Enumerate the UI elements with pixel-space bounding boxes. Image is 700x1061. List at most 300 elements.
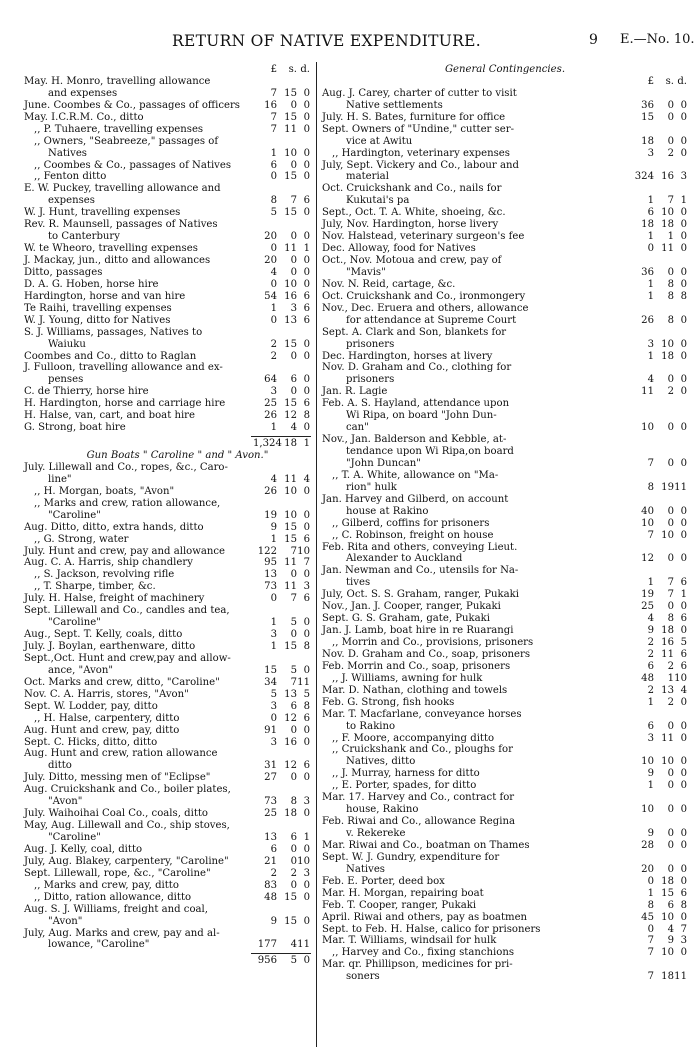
- pence-value: 6: [303, 712, 310, 724]
- amount: [630, 661, 688, 673]
- shillings-value: 0: [290, 231, 297, 243]
- pounds-value: 5: [270, 688, 277, 700]
- pounds-value: 1: [270, 641, 277, 652]
- pounds-value: 34: [264, 676, 277, 688]
- ledger-row: [322, 315, 688, 327]
- ledger-row: [24, 701, 311, 713]
- amount: [253, 546, 311, 558]
- shillings-value: 8: [290, 796, 297, 808]
- shillings-value: 0: [667, 517, 674, 529]
- pounds-value: 48: [264, 891, 277, 903]
- entry-description: July. H. S. Bates, furniture for office: [322, 111, 506, 123]
- ledger-row: [322, 374, 688, 386]
- pounds-value: 15: [264, 664, 277, 676]
- shillings-value: 15: [284, 891, 297, 903]
- ledger-row: [24, 928, 311, 940]
- entry-description: W. te Wheoro, travelling expenses: [24, 243, 198, 255]
- pounds-value: 36: [641, 99, 654, 111]
- ledger-row: [322, 195, 688, 207]
- amount: [630, 565, 688, 577]
- ledger-row: [322, 183, 688, 195]
- ledger-row: [322, 470, 688, 482]
- amount: [630, 160, 688, 172]
- pounds-value: 0: [270, 278, 277, 290]
- ledger-row: [24, 474, 311, 486]
- entry-description: July. Lillewall and Co., ropes, &c., Caro-: [24, 461, 228, 473]
- amount: [630, 506, 688, 518]
- amount: [253, 892, 311, 904]
- amount: [253, 76, 311, 88]
- ledger-row: [24, 713, 311, 725]
- amount: [630, 888, 688, 900]
- shillings-value: 2: [667, 147, 674, 159]
- ledger-row: [322, 279, 688, 291]
- pounds-value: 1: [270, 617, 277, 629]
- ledger-row: [24, 486, 311, 498]
- pence-value: 5: [303, 688, 310, 700]
- shillings-value: 0: [290, 843, 297, 855]
- ledger-row: [24, 171, 311, 183]
- pence-value: 0: [680, 720, 687, 732]
- pence-value: 0: [303, 772, 310, 784]
- amount: [253, 315, 311, 327]
- pounds-value: 91: [264, 724, 277, 736]
- amount: [630, 219, 688, 231]
- ledger-row: [322, 637, 688, 649]
- amount: [253, 605, 311, 617]
- entry-description: Feb. A. S. Hayland, attendance upon: [322, 398, 510, 410]
- entry-description: July, Oct. S. S. Graham, ranger, Pukaki: [322, 589, 519, 601]
- shillings-value: 15: [284, 111, 297, 123]
- entry-description: Natives: [48, 147, 87, 159]
- pounds-value: 8: [647, 899, 654, 911]
- entry-description: ,, F. Moore, accompanying ditto: [332, 732, 495, 744]
- ledger-row: [322, 207, 688, 219]
- pence-value: 0: [680, 135, 687, 147]
- pence-value: 11: [297, 939, 310, 951]
- pounds-value: 95: [264, 557, 277, 569]
- amount: [630, 864, 688, 876]
- pounds-value: 11: [641, 386, 654, 398]
- pounds-value: 3: [647, 147, 654, 159]
- shillings-value: 18: [661, 350, 674, 362]
- shillings-value: 4: [667, 923, 674, 935]
- entry-description: ,, Marks and crew, pay, ditto: [34, 879, 179, 891]
- entry-description: Alexander to Auckland: [346, 553, 463, 565]
- ledger-row: [322, 971, 688, 983]
- entry-description: Nov. D. Graham and Co., soap, prisoners: [322, 648, 531, 660]
- entry-description: April. Riwai and others, pay as boatmen: [322, 911, 528, 923]
- pence-value: 0: [303, 350, 310, 362]
- entry-description: material: [346, 171, 389, 183]
- entry-description: Feb. Riwai and Co., allowance Regina: [322, 816, 515, 828]
- shillings-value: 19: [661, 481, 674, 493]
- entry-description: Feb. E. Porter, deed box: [322, 875, 445, 887]
- entry-description: ,, Ditto, ration allowance, ditto: [34, 891, 192, 903]
- amount: [630, 577, 688, 589]
- pence-value: 0: [303, 266, 310, 278]
- ledger-row: [322, 339, 688, 351]
- pounds-value: 324: [634, 171, 654, 183]
- pence-value: 0: [680, 505, 687, 517]
- entry-description: C. de Thierry, horse hire: [24, 386, 149, 398]
- pounds-value: 2: [647, 637, 654, 648]
- entry-description: ,, C. Robinson, freight on house: [332, 529, 494, 541]
- pence-value: 6: [680, 648, 687, 660]
- amount: [630, 971, 688, 983]
- shillings-value: 7: [667, 195, 674, 207]
- amount: [630, 589, 688, 601]
- amount: [630, 792, 688, 804]
- entry-description: S. J. Williams, passages, Natives to: [24, 326, 203, 338]
- amount: [630, 183, 688, 195]
- ledger-row: [24, 136, 311, 148]
- entry-description: ance, "Avon": [48, 664, 114, 676]
- pounds-value: 1: [270, 147, 277, 159]
- ledger-row: [322, 912, 688, 924]
- pounds-value: 2: [270, 338, 277, 350]
- entry-description: house at Rakino: [346, 505, 429, 517]
- entry-description: ,, Hardington, veterinary expenses: [332, 147, 510, 159]
- ledger-row: [322, 601, 688, 613]
- entry-description: July. Ditto, messing men of "Eclipse": [24, 772, 211, 784]
- pounds-value: 177: [257, 939, 277, 951]
- entry-description: Nov. D. Graham and Co., clothing for: [322, 362, 512, 374]
- ledger-row: [24, 148, 311, 160]
- ledger-row: [24, 904, 311, 916]
- amount: [253, 243, 311, 255]
- shillings-value: 15: [284, 338, 297, 350]
- entry-description: tendance upon Wi Ripa,on board: [346, 446, 514, 457]
- section-heading-text: Gun Boats " Caroline " and " Avon.": [86, 450, 269, 461]
- pence-value: 0: [680, 231, 687, 243]
- shillings-value: 0: [667, 266, 674, 278]
- entry-description: July. J. Boylan, earthenware, ditto: [24, 641, 196, 652]
- amount: [630, 912, 688, 924]
- pence-value: 1: [680, 195, 687, 207]
- entry-description: D. A. G. Hoben, horse hire: [24, 278, 159, 290]
- amount: [253, 291, 311, 303]
- pence-value: 1: [303, 438, 310, 450]
- ledger-row: [24, 760, 311, 772]
- pence-value: 0: [680, 756, 687, 768]
- entry-description: can": [346, 422, 369, 434]
- ledger-row: [322, 243, 688, 255]
- column-divider: [316, 62, 317, 1047]
- amount: [253, 410, 311, 422]
- amount: [253, 617, 311, 629]
- amount: [253, 784, 311, 796]
- pence-value: 0: [303, 386, 310, 398]
- ledger-row: [24, 100, 311, 112]
- pence-value: 0: [303, 915, 310, 927]
- shillings-value: 10: [661, 756, 674, 768]
- ledger-row: [24, 939, 311, 951]
- amount: [630, 625, 688, 637]
- pence-value: 0: [303, 617, 310, 629]
- pounds-value: 15: [641, 111, 654, 123]
- entry-description: July. Waihoihai Coal Co., coals, ditto: [24, 808, 209, 820]
- shillings-value: 15: [284, 521, 297, 533]
- ledger-row: [322, 291, 688, 303]
- pence-value: 5: [680, 637, 687, 648]
- shillings-value: 0: [290, 724, 297, 736]
- entry-description: Jan. R. Lagie: [322, 386, 388, 398]
- pence-value: 0: [680, 350, 687, 362]
- pence-value: 6: [303, 593, 310, 605]
- amount: [630, 959, 688, 971]
- pence-value: 0: [303, 843, 310, 855]
- pence-value: 0: [680, 804, 687, 816]
- amount: [253, 510, 311, 522]
- ledger-row: [322, 458, 688, 470]
- entry-description: "Avon": [48, 796, 83, 808]
- entry-description: v. Rekereke: [346, 828, 406, 839]
- ledger-row: [24, 820, 311, 832]
- entry-description: Ditto, passages: [24, 266, 103, 278]
- ledger-row: [322, 625, 688, 637]
- ledger-row: [24, 808, 311, 820]
- pounds-value: 19: [264, 509, 277, 521]
- shillings-value: 7: [290, 593, 297, 605]
- amount: [630, 351, 688, 363]
- shillings-value: 10: [284, 509, 297, 521]
- shillings-value: 11: [284, 243, 297, 255]
- pounds-value: 7: [647, 457, 654, 469]
- pounds-value: 27: [264, 772, 277, 784]
- entry-description: Hardington, horse and van hire: [24, 290, 186, 302]
- amount: [630, 374, 688, 386]
- ledger-row: [322, 888, 688, 900]
- ledger-row: [24, 374, 311, 386]
- entry-description: Aug. S. J. Williams, freight and coal,: [24, 903, 208, 915]
- entry-description: "Mavis": [346, 266, 386, 278]
- amount: [630, 804, 688, 816]
- pence-value: 0: [680, 517, 687, 529]
- entry-description: Dec. Hardington, horses at livery: [322, 350, 493, 362]
- pounds-value: 7: [270, 87, 277, 99]
- amount: [253, 171, 311, 183]
- pence-value: 4: [303, 473, 310, 485]
- shillings-value: 6: [290, 700, 297, 712]
- pence-value: 3: [680, 935, 687, 947]
- pounds-value: 1: [647, 278, 654, 290]
- entry-description: Aug. Ditto, ditto, extra hands, ditto: [24, 521, 204, 533]
- pence-value: 0: [680, 780, 687, 792]
- pounds-value: 1: [647, 780, 654, 792]
- ledger-row: [24, 303, 311, 315]
- pounds-value: 26: [264, 485, 277, 497]
- amount: [630, 828, 688, 840]
- shillings-value: 0: [290, 159, 297, 171]
- ledger-row: [24, 339, 311, 351]
- entry-description: ,, T. Sharpe, timber, &c.: [34, 581, 156, 593]
- ledger-row: [24, 183, 311, 195]
- shillings-value: 0: [290, 99, 297, 111]
- sum-line: [251, 436, 311, 437]
- entry-description: Sept. G. S. Graham, gate, Pukaki: [322, 613, 491, 625]
- pounds-value: 16: [264, 99, 277, 111]
- pounds-value: 20: [264, 255, 277, 266]
- pence-value: 4: [680, 684, 687, 696]
- pence-value: 0: [303, 629, 310, 641]
- ledger-row: [24, 231, 311, 243]
- amount: [253, 939, 311, 951]
- shillings-value: 0: [667, 457, 674, 469]
- ledger-row: [24, 386, 311, 398]
- ledger-row: [24, 677, 311, 689]
- entry-description: Nov. N. Reid, cartage, &c.: [322, 278, 456, 290]
- pounds-value: 1: [647, 231, 654, 243]
- entry-description: Sept., Oct. T. A. White, shoeing, &c.: [322, 207, 506, 219]
- entry-description: Kukutai's pa: [346, 195, 410, 207]
- entry-description: prisoners: [346, 338, 395, 350]
- pounds-header: £: [647, 75, 654, 87]
- ledger-row: [24, 243, 311, 255]
- pounds-value: 7: [647, 971, 654, 983]
- pounds-value: 1: [270, 533, 277, 545]
- pounds-value: 1: [647, 696, 654, 708]
- shillings-value: 0: [667, 505, 674, 517]
- ledger-row: [322, 792, 688, 804]
- amount: [630, 267, 688, 279]
- amount: [630, 482, 688, 494]
- pence-value: 0: [303, 278, 310, 290]
- pence-value: 0: [303, 231, 310, 243]
- entry-description: July. H. Halse, freight of machinery: [24, 593, 205, 605]
- ledger-row: [24, 617, 311, 629]
- amount: [253, 557, 311, 569]
- pence-value: 0: [680, 947, 687, 959]
- pounds-value: 26: [264, 410, 277, 422]
- pounds-value: 6: [647, 720, 654, 732]
- shillings-value: 8: [667, 613, 674, 625]
- ledger-row: [24, 362, 311, 374]
- pounds-value: 36: [641, 266, 654, 278]
- entry-description: July, Sept. Vickery and Co., labour and: [322, 159, 519, 171]
- pence-value: 0: [680, 828, 687, 839]
- ledger-row: [24, 844, 311, 856]
- ledger-row: [322, 947, 688, 959]
- amount: [630, 601, 688, 613]
- amount: [630, 518, 688, 530]
- pence-value: 0: [303, 422, 310, 434]
- entry-description: Mar. qr. Phillipson, medicines for pri-: [322, 959, 513, 971]
- amount: [253, 641, 311, 653]
- pence-value: 0: [303, 569, 310, 581]
- pounds-value: 7: [647, 935, 654, 947]
- pence-value: 0: [680, 147, 687, 159]
- pounds-value: 2: [270, 867, 277, 879]
- pence-value: 0: [680, 243, 687, 255]
- entry-description: W. J. Young, ditto for Natives: [24, 314, 171, 326]
- pence-value: 0: [303, 724, 310, 736]
- ledger-row: [24, 219, 311, 231]
- pounds-value: 73: [264, 581, 277, 593]
- ledger-row: [24, 605, 311, 617]
- pounds-value: 73: [264, 796, 277, 808]
- sum-line: [251, 953, 311, 954]
- ledger-row: [24, 315, 311, 327]
- ledger-row: [322, 924, 688, 936]
- pounds-value: 26: [641, 314, 654, 326]
- pounds-value: 0: [647, 875, 654, 887]
- entry-description: "Avon": [48, 915, 83, 927]
- pence-value: 11: [297, 676, 310, 688]
- amount: [630, 553, 688, 565]
- shillings-value: 18: [661, 625, 674, 637]
- amount: [630, 924, 688, 936]
- pounds-value: 31: [264, 760, 277, 772]
- shillings-value: 10: [661, 338, 674, 350]
- pounds-value: 6: [270, 159, 277, 171]
- pence-value: 0: [680, 553, 687, 565]
- entry-description: ,, T. A. White, allowance on "Ma-: [332, 469, 499, 481]
- shillings-value: 11: [661, 648, 674, 660]
- entry-description: H. Halse, van, cart, and boat hire: [24, 410, 195, 422]
- pence-value: 0: [680, 601, 687, 613]
- amount: [630, 649, 688, 661]
- pence-value: 6: [303, 533, 310, 545]
- entry-description: Jan. J. Lamb, boat hire in re Ruarangi: [322, 625, 514, 637]
- ledger-row: [322, 553, 688, 565]
- amount: [253, 593, 311, 605]
- pounds-value: 2: [270, 350, 277, 362]
- pounds-value: 25: [264, 808, 277, 820]
- shillings-value: 1: [667, 672, 674, 684]
- entry-description: Aug. Hunt and crew, pay, ditto: [24, 724, 180, 736]
- pounds-value: 10: [641, 756, 654, 768]
- amount: [253, 880, 311, 892]
- shillings-value: 18: [661, 971, 674, 983]
- ledger-row: [24, 410, 311, 422]
- amount: [253, 955, 311, 967]
- pounds-value: 956: [257, 955, 277, 967]
- ledger-row: [24, 267, 311, 279]
- pence-value: 0: [680, 314, 687, 326]
- amount: [253, 438, 311, 450]
- entry-description: July. Hunt and crew, pay and allowance: [24, 545, 226, 557]
- ledger-row: [24, 856, 311, 868]
- shillings-header: s.: [665, 75, 674, 87]
- amount: [630, 279, 688, 291]
- entry-description: Mar. T. Macfarlane, conveyance horses: [322, 708, 522, 720]
- entry-description: Feb. T. Cooper, ranger, Pukaki: [322, 899, 477, 911]
- amount: [253, 219, 311, 231]
- pounds-value: 9: [647, 625, 654, 637]
- pence-value: 0: [680, 338, 687, 350]
- ledger-row: [24, 124, 311, 136]
- amount: [253, 856, 311, 868]
- ledger-row: [24, 88, 311, 100]
- entry-description: Rev. R. Maunsell, passages of Natives: [24, 219, 218, 231]
- shillings-value: 0: [290, 772, 297, 784]
- pence-value: 6: [303, 760, 310, 772]
- entry-description: ,, Fenton ditto: [34, 171, 107, 183]
- pence-value: 11: [674, 481, 687, 493]
- pounds-value: 7: [647, 947, 654, 959]
- entry-description: Nov., Jan. Balderson and Kebble, at-: [322, 434, 507, 446]
- entry-description: soners: [346, 971, 380, 983]
- amount: [253, 267, 311, 279]
- ledger-row: [24, 255, 311, 267]
- shillings-value: 0: [290, 879, 297, 891]
- amount: [630, 148, 688, 160]
- pounds-value: 3: [647, 338, 654, 350]
- pence-value: 0: [303, 99, 310, 111]
- ledger-row: [322, 362, 688, 374]
- amount: [630, 613, 688, 625]
